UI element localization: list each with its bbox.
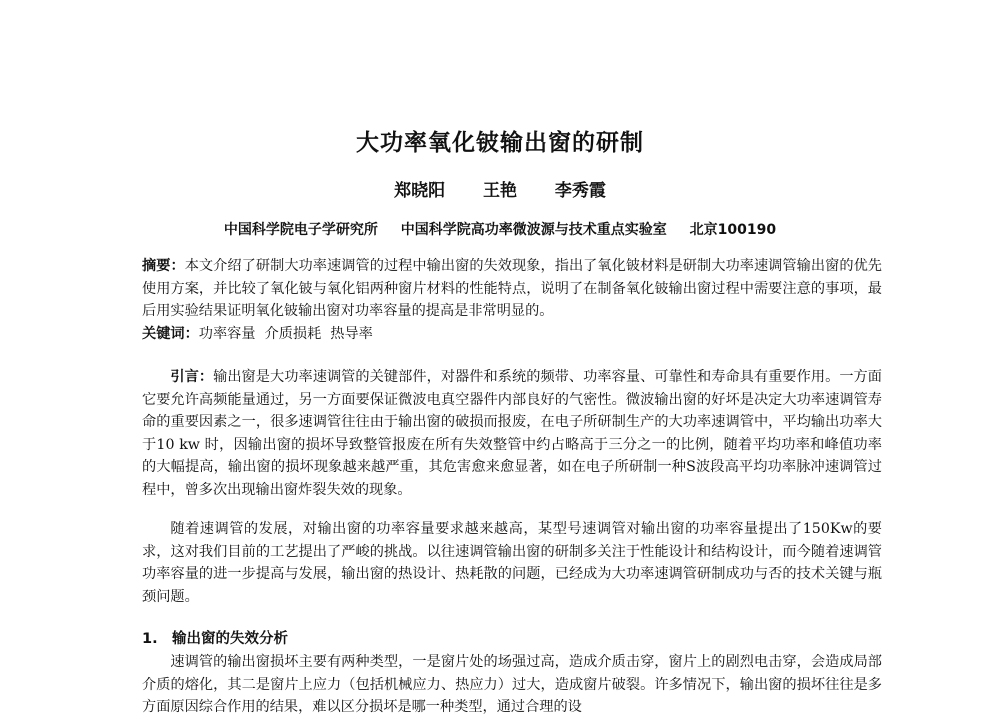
affiliation-line bbox=[0, 219, 1000, 239]
section-heading bbox=[142, 627, 288, 648]
paper-title: 大功率氧化铍输出窗的研制 bbox=[356, 130, 644, 156]
author-name: 郑晓阳 bbox=[394, 181, 446, 201]
introduction-text: 输出窗是大功率速调管的关键部件，对器件和系统的频带、功率容量、可靠性和寿命具有重要作用。一方面它要允许高频能量通过，另一方面要保证微波电真空器件内部良好的气密性。微波输出窗的好坏是决定大功率速调管寿命的重要因素之一，很多速调管往往由于输出窗的破损而报废，在电子所研制生产的大功率速调管中，平均输出功率大于10 kw 时，因输出窗的损坏导致整管报废在所有失效整管中约占略高于三分之一的比例，随着平均功率和峰值功率的大幅提高，输出窗的损坏现象越来越严重，其危害愈来愈显著，如在电子所研制一种S波段高平均功率脉冲速调管过程中，曾多次出现输出窗炸裂失效的现象。 bbox=[142, 369, 882, 498]
affiliation: 北京100190 bbox=[689, 222, 777, 238]
keywords-text: 功率容量 介质损耗 热导率 bbox=[198, 326, 373, 342]
abstract bbox=[142, 255, 882, 323]
abstract-label: 摘要： bbox=[142, 258, 185, 274]
introduction-paragraph bbox=[142, 366, 882, 502]
affiliation: 中国科学院高功率微波源与技术重点实验室 bbox=[400, 222, 667, 238]
affiliation: 中国科学院电子学研究所 bbox=[223, 222, 378, 238]
introduction-paragraph-2: 随着速调管的发展，对输出窗的功率容量要求越来越高，某型号速调管对输出窗的功率容量提出了150Kw的要求，这对我们目前的工艺提出了严峻的挑战。以往速调管输出窗的研制多关注于性能设计和结构设计，而今随着速调管功率容量的进一步提高与发展，输出窗的热设计、热耗散的问题，已经成为大功率速调管研制成功与否的技术关键与瓶颈问题。 bbox=[142, 521, 882, 605]
author-list bbox=[0, 176, 1000, 201]
abstract-text: 本文介绍了研制大功率速调管的过程中输出窗的失效现象，指出了氧化铍材料是研制大功率速调管输出窗的优先使用方案，并比较了氧化铍与氧化铝两种窗片材料的性能特点，说明了在制备氧化铍输出窗过程中需要注意的事项，最后用实验结果证明氧化铍输出窗对功率容量的提高是非常明显的。 bbox=[142, 258, 882, 320]
author-name: 王艳 bbox=[483, 181, 517, 201]
introduction-label: 引言： bbox=[170, 369, 214, 385]
author-name: 李秀霞 bbox=[554, 181, 606, 201]
section-number: 1. bbox=[142, 631, 158, 647]
keywords-label: 关键词： bbox=[142, 326, 199, 342]
keywords bbox=[142, 323, 882, 346]
section-body: 速调管的输出窗损坏主要有两种类型，一是窗片处的场强过高，造成介质击穿，窗片上的剧烈电击穿，会造成局部介质的熔化，其二是窗片上应力（包括机械应力、热应力）过大，造成窗片破裂。许多情况下，输出窗的损坏往往是多方面原因综合作用的结果，难以区分损坏是哪一种类型，通过合理的设 bbox=[142, 654, 882, 716]
section-title: 输出窗的失效分析 bbox=[172, 631, 288, 647]
